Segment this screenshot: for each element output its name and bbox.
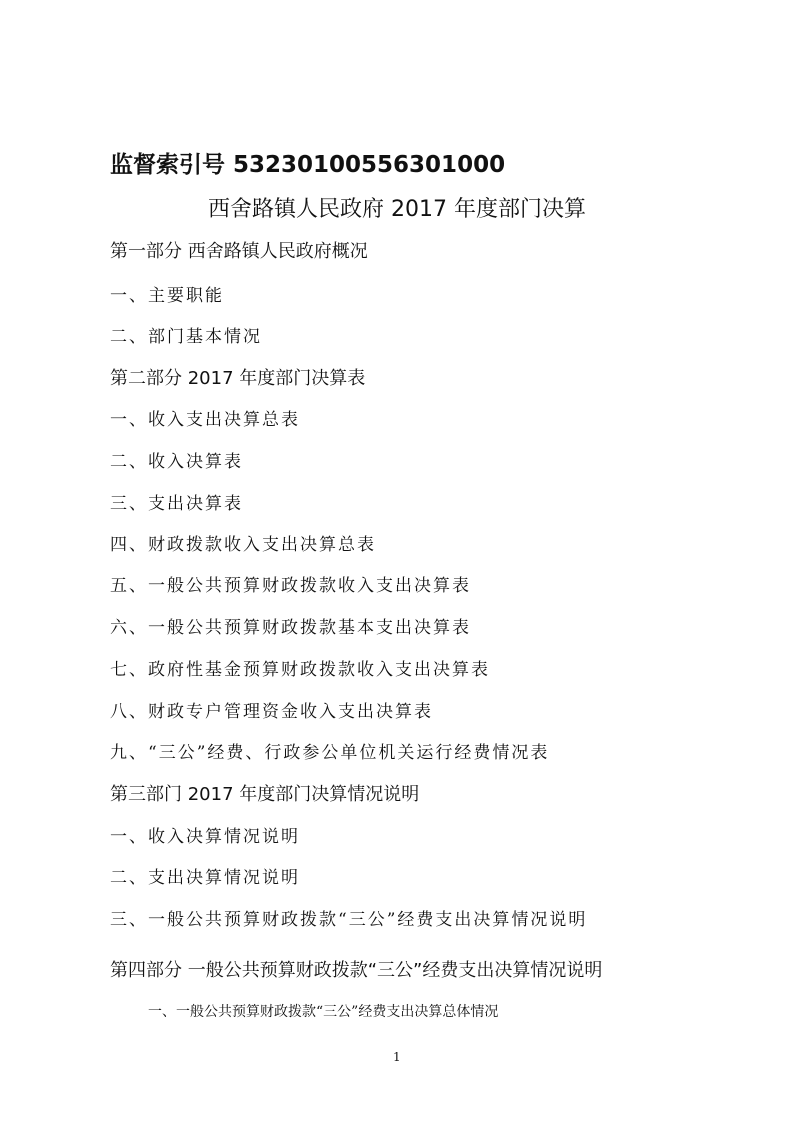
part3-item: 三、一般公共预算财政拨款“三公”经费支出决算情况说明 (110, 910, 588, 930)
document-title: 西舍路镇人民政府 2017 年度部门决算 (208, 197, 586, 222)
page-number: 1 (393, 1050, 401, 1064)
part2-item: 四、财政拨款收入支出决算总表 (110, 535, 376, 555)
part2-heading: 第二部分 2017 年度部门决算表 (110, 368, 366, 389)
part4-item: 一、一般公共预算财政拨款“三公”经费支出决算总体情况 (148, 1004, 499, 1020)
part3-heading: 第三部门 2017 年度部门决算情况说明 (110, 784, 420, 805)
part2-item: 二、收入决算表 (110, 452, 243, 472)
index-number: 53230100556301000 (233, 152, 506, 178)
index-label: 监督索引号 (110, 152, 225, 178)
part4-heading: 第四部分 一般公共预算财政拨款“三公”经费支出决算情况说明 (110, 960, 603, 981)
part2-item: 三、支出决算表 (110, 494, 243, 514)
part2-item: 七、政府性基金预算财政拨款收入支出决算表 (110, 660, 490, 680)
part2-item: 八、财政专户管理资金收入支出决算表 (110, 702, 433, 722)
part2-item: 五、一般公共预算财政拨款收入支出决算表 (110, 576, 471, 596)
part1-heading: 第一部分 西舍路镇人民政府概况 (110, 241, 368, 262)
part2-item: 九、“三公”经费、行政参公单位机关运行经费情况表 (110, 743, 550, 763)
part1-item: 二、部门基本情况 (110, 327, 262, 347)
part2-item: 一、收入支出决算总表 (110, 410, 300, 430)
supervision-index-line (110, 146, 505, 179)
part3-item: 一、收入决算情况说明 (110, 827, 300, 847)
part1-item: 一、主要职能 (110, 286, 224, 306)
part2-item: 六、一般公共预算财政拨款基本支出决算表 (110, 618, 471, 638)
part3-item: 二、支出决算情况说明 (110, 868, 300, 888)
